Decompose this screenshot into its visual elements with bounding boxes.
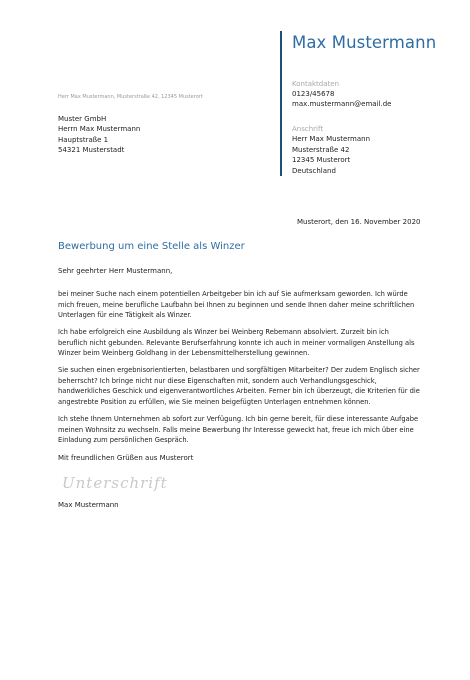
closing-line: Mit freundlichen Grüßen aus Musterort <box>58 454 194 462</box>
date-line: Musterort, den 16. November 2020 <box>297 218 421 226</box>
applicant-name: Max Mustermann <box>292 33 437 52</box>
letter-subject: Bewerbung um eine Stelle als Winzer <box>58 241 245 252</box>
salutation: Sehr geehrter Herr Mustermann, <box>58 267 173 275</box>
body-paragraph: Ich habe erfolgreich eine Ausbildung als Winzer bei Weinberg Rebemann absolviert. Zurzeit bin ich beruflich nicht gebunden. Relevante Berufserfahrung konnte ich auch in meiner vormaligen Anstellung als Winzer beim Weinberg Goldhang in der Lebensmittelherstellung gewinnen. <box>58 328 415 358</box>
address-line: Herr Max Mustermann <box>292 135 371 143</box>
header-accent-bar <box>280 31 282 176</box>
sender-return-line: Herr Max Mustermann, Musterstraße 42, 12345 Musterort <box>58 94 203 100</box>
body-paragraph: Ich stehe Ihnem Unternehmen ab sofort zur Verfügung. Ich bin gerne bereit, für diese interessante Aufgabe meinen Wohnsitz zu wechseln. Falls meine Bewerbung Ihr Interesse geweckt hat, freue ich mich über eine Einladung zum persönlichen Gespräch. <box>58 415 419 445</box>
contact-phone: 0123/45678 <box>292 90 335 98</box>
address-line: 12345 Musterort <box>292 156 351 164</box>
contact-email: max.mustermann@email.de <box>292 100 392 108</box>
recipient-line: Hauptstraße 1 <box>58 136 109 144</box>
recipient-line: 54321 Musterstadt <box>58 146 125 154</box>
recipient-line: Herrn Max Mustermann <box>58 125 141 133</box>
body-paragraph: Sie suchen einen ergebnisorientierten, belastbaren und sorgfältigen Mitarbeiter? Der zudem Englisch sicher beherrscht? Ich bringe nicht nur diese Eigenschaften mit, sondern auch Verhandlungsgeschick, handwerkliches Geschick und eigenverantwortliches Arbeiten. Ferner bin ich überzeugt, die Kriterien für die angestrebte Position zu erfüllen, wie Sie meinen beigefügten Unterlagen entnehmen können. <box>58 366 420 406</box>
body-paragraph: bei meiner Suche nach einem potentiellen Arbeitgeber bin ich auf Sie aufmerksam geworden. Ich würde mich freuen, meine berufliche Laufbahn bei Ihnen zu beginnen und sende Ihnen daher meine schriftlichen Unterlagen für eine Tätigkeit als Winzer. <box>58 290 415 320</box>
recipient-line: Muster GmbH <box>58 115 107 123</box>
contact-label: Kontaktdaten <box>292 80 340 88</box>
address-line: Musterstraße 42 <box>292 146 350 154</box>
address-line: Deutschland <box>292 167 336 175</box>
signer-name: Max Mustermann <box>58 501 119 509</box>
address-label: Anschrift <box>292 125 324 133</box>
signature: Unterschrift <box>62 474 168 492</box>
